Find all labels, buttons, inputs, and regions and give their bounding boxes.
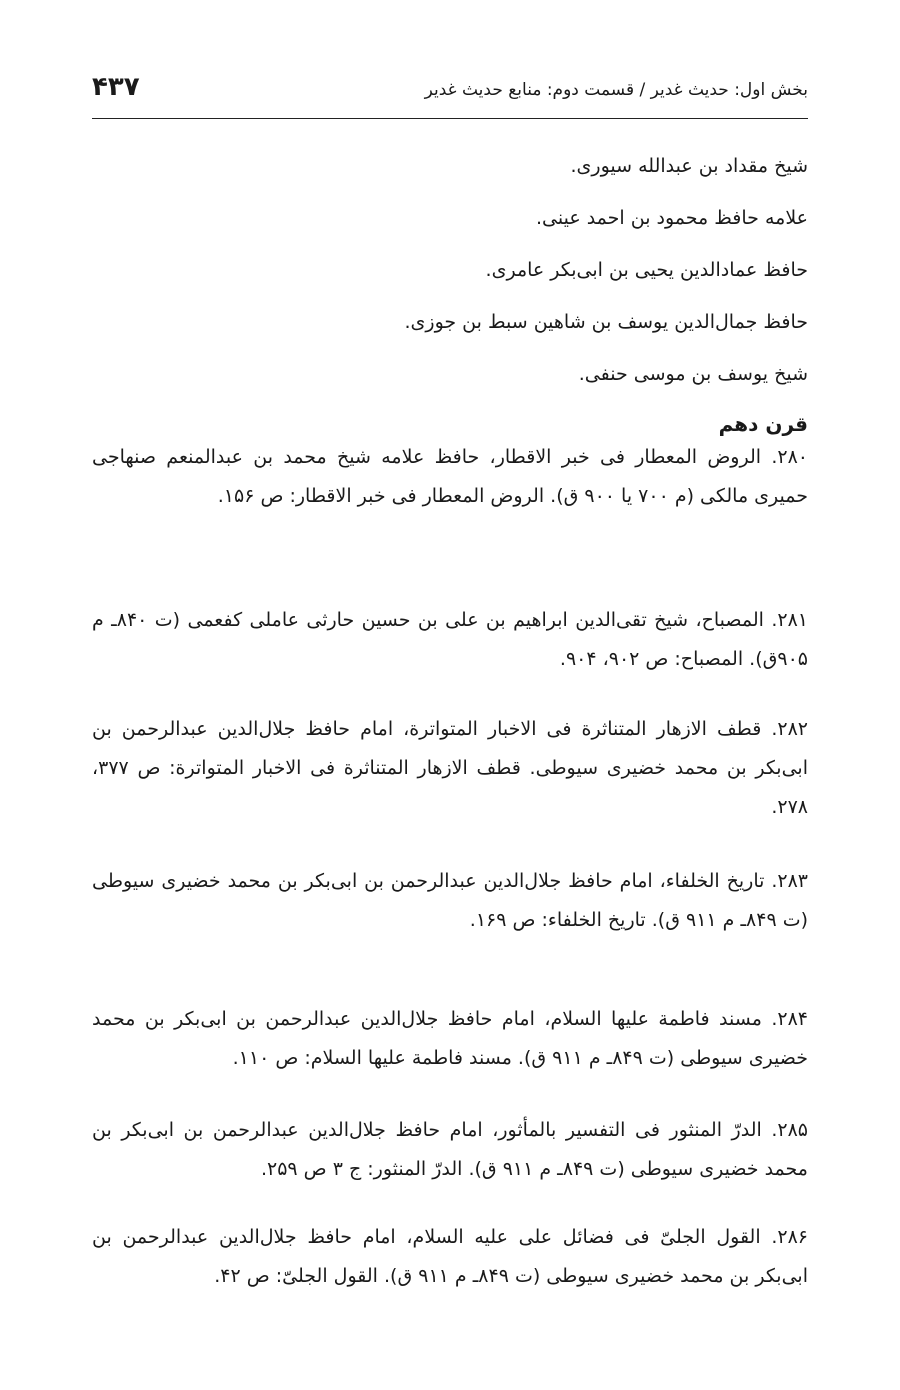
entry-281: ۲۸۱. المصباح، شيخ تقى‌الدين ابراهيم بن على بن حسين حارثى عاملى كفعمى (ت ۸۴۰ـ م ۹۰۵ق). المصباح: ص ۹۰۲، ۹۰۴. [92, 609, 808, 670]
page-header [92, 68, 808, 119]
section-heading: قرن دهم [718, 412, 808, 436]
entry-282: ۲۸۲. قطف الازهار المتناثرة فى الاخبار المتواترة، امام حافظ جلال‌الدين عبدالرحمن بن ابى‌بكر بن محمد خضيرى سيوطى. قطف الازهار المتناثرة فى الاخبار المتواترة: ص ۳۷۷، ۲۷۸. [92, 718, 808, 818]
list-item: شيخ يوسف بن موسى حنفى. [578, 363, 808, 385]
list-item: حافظ عمادالدين يحيى بن ابى‌بكر عامرى. [485, 259, 808, 281]
entry-285: ۲۸۵. الدرّ المنثور فى التفسير بالمأثور، امام حافظ جلال‌الدين عبدالرحمن بن ابى‌بكر بن محمد خضيرى سيوطى (ت ۸۴۹ـ م ۹۱۱ ق). الدرّ المنثور: ج ۳ ص ۲۵۹. [92, 1119, 808, 1180]
running-title: بخش اول: حديث غدير / قسمت دوم: منابع حديث غدير [424, 80, 808, 100]
list-item: علامه حافظ محمود بن احمد عينى. [535, 207, 808, 229]
entry-284: ۲۸۴. مسند فاطمة عليها السلام، امام حافظ جلال‌الدين عبدالرحمن بن ابى‌بكر بن محمد خضيرى سيوطى (ت ۸۴۹ـ م ۹۱۱ ق). مسند فاطمة عليها السلام: ص ۱۱۰. [92, 1008, 808, 1069]
scholar-names-list [168, 140, 808, 400]
list-item: شيخ مقداد بن عبدالله سيورى. [570, 155, 808, 177]
list-item: حافظ جمال‌الدين يوسف بن شاهين سبط بن جوزى. [404, 311, 808, 333]
entry-286: ۲۸۶. القول الجلىّ فى فضائل على عليه السلام، امام حافظ جلال‌الدين عبدالرحمن بن ابى‌بكر بن محمد خضيرى سيوطى (ت ۸۴۹ـ م ۹۱۱ ق). القول الجلىّ: ص ۴۲. [92, 1226, 808, 1287]
entry-283: ۲۸۳. تاريخ الخلفاء، امام حافظ جلال‌الدين عبدالرحمن بن ابى‌بكر بن محمد خضيرى سيوطى (ت ۸۴۹ـ م ۹۱۱ ق). تاريخ الخلفاء: ص ۱۶۹. [92, 870, 808, 931]
page-number: ۴۳۷ [92, 72, 140, 102]
entry-280: ۲۸۰. الروض المعطار فى خبر الاقطار، حافظ علامه شيخ محمد بن عبدالمنعم صنهاجى حميرى مالكى (م ۷۰۰ يا ۹۰۰ ق). الروض المعطار فى خبر الاقطار: ص ۱۵۶. [92, 446, 808, 507]
